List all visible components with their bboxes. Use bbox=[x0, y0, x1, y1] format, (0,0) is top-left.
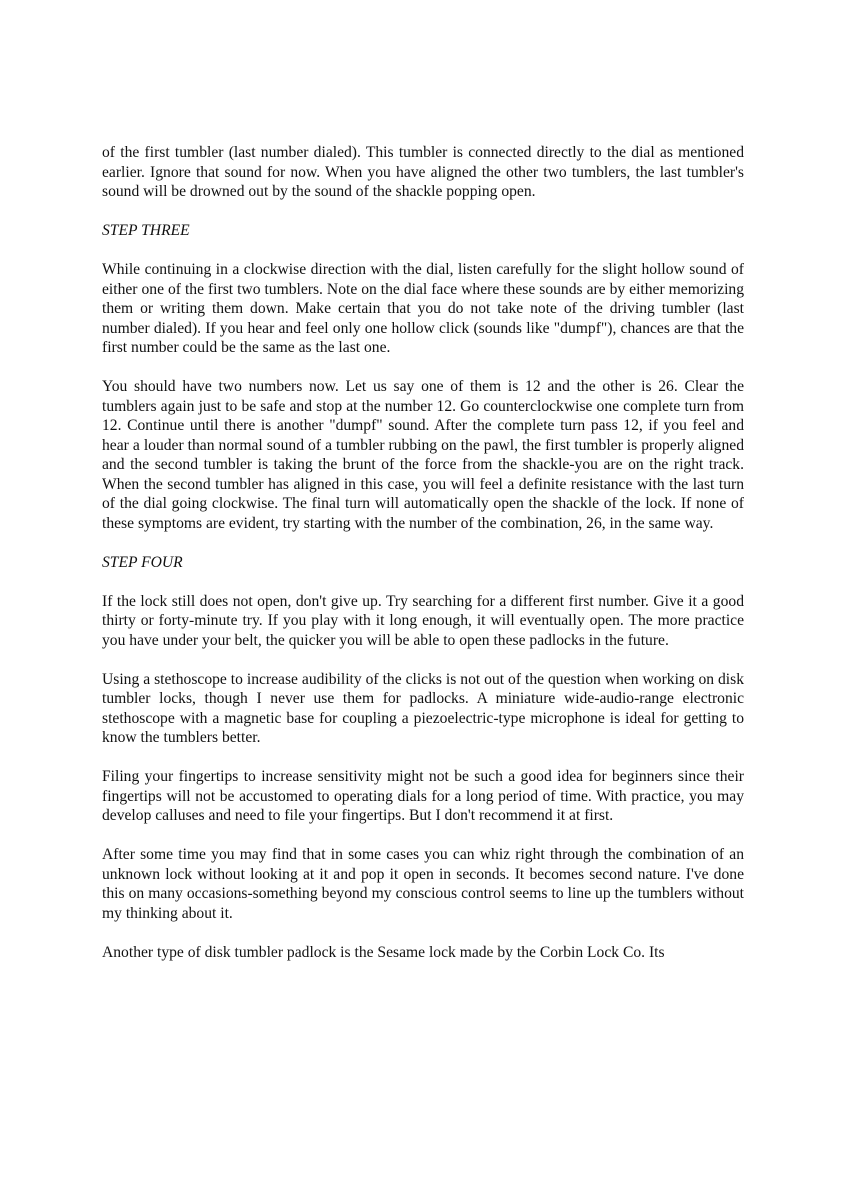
heading-step-four: STEP FOUR bbox=[102, 553, 183, 571]
document-page bbox=[102, 143, 744, 982]
paragraph-tumbler-intro: of the first tumbler (last number dialed). This tumbler is connected directly to the dial as mentioned earlier. Ignore that sound for now. When you have aligned the other two tumblers, the last tumbler's sound will be drowned out by the sound of the shackle popping open. bbox=[102, 144, 744, 200]
paragraph-clockwise-listening: While continuing in a clockwise direction with the dial, listen carefully for the slight hollow sound of either one of the first two tumblers. Note on the dial face where these sounds are by either memorizing them or writing them down. Make certain that you do not take note of the driving tumbler (last number dialed). If you hear and feel only one hollow click (sounds like "dumpf"), chances are that the first number could be the same as the last one. bbox=[102, 261, 744, 356]
paragraph-two-numbers: You should have two numbers now. Let us say one of them is 12 and the other is 26. Clear the tumblers again just to be safe and stop at the number 12. Go counterclockwise one complete turn from 12. Continue until there is another "dumpf" sound. After the complete turn pass 12, if you feel and hear a louder than normal sound of a tumbler rubbing on the pawl, the first tumbler is properly aligned and the second tumbler is taking the brunt of the force from the shackle-you are on the right track. When the second tumbler has aligned in this case, you will feel a definite resistance with the last turn of the dial going clockwise. The final turn will automatically open the shackle of the lock. If none of these symptoms are evident, try starting with the number of the combination, 26, in the same way. bbox=[102, 378, 744, 532]
paragraph-stethoscope: Using a stethoscope to increase audibility of the clicks is not out of the question when working on disk tumbler locks, though I never use them for padlocks. A miniature wide-audio-range electronic stethoscope with a magnetic base for coupling a piezoelectric-type microphone is ideal for getting to know the tumblers better. bbox=[102, 670, 744, 746]
paragraph-sesame-lock: Another type of disk tumbler padlock is the Sesame lock made by the Corbin Lock Co. Its bbox=[102, 943, 665, 961]
paragraph-second-nature: After some time you may find that in some cases you can whiz right through the combination of an unknown lock without looking at it and pop it open in seconds. It becomes second nature. I've done this on many occasions-something beyond my conscious control seems to line up the tumblers without my thinking about it. bbox=[102, 846, 744, 922]
paragraph-dont-give-up: If the lock still does not open, don't give up. Try searching for a different first number. Give it a good thirty or forty-minute try. If you play with it long enough, it will eventually open. The more practice you have under your belt, the quicker you will be able to open these padlocks in the future. bbox=[102, 592, 744, 649]
heading-step-three: STEP THREE bbox=[102, 222, 190, 239]
paragraph-filing-fingertips: Filing your fingertips to increase sensitivity might not be such a good idea for beginners since their fingertips will not be accustomed to operating dials for a long period of time. With practice, you may develop calluses and need to file your fingertips. But I don't recommend it at first. bbox=[102, 768, 744, 824]
